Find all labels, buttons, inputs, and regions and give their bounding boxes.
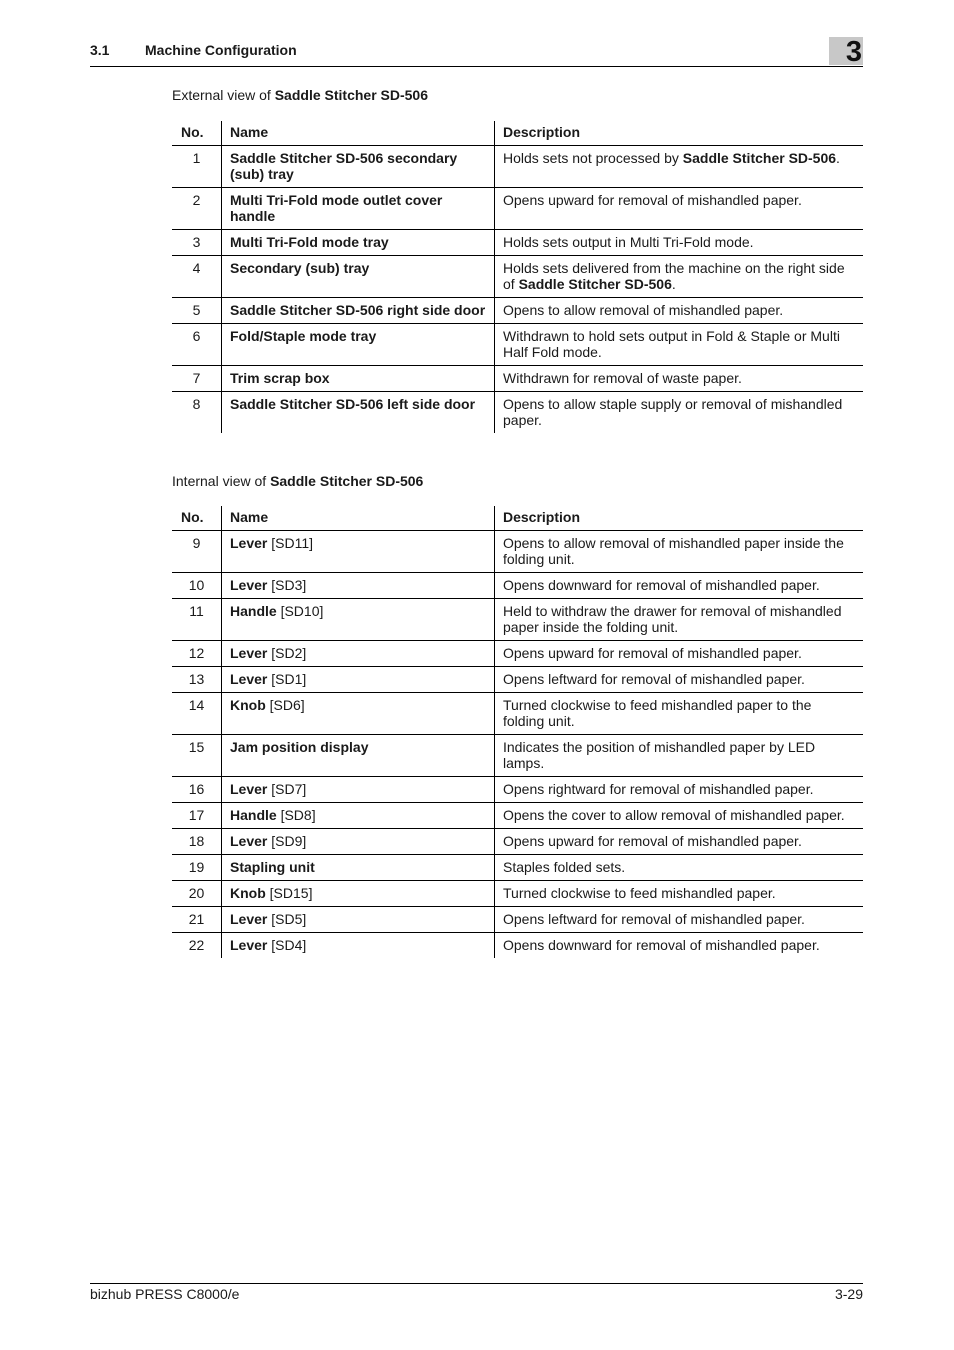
description-segment: Opens upward for removal of mishandled paper. — [503, 645, 802, 661]
column-header-name: Name — [222, 121, 495, 146]
part-code: [SD15] — [265, 885, 313, 901]
description-segment: Opens downward for removal of mishandled paper. — [503, 937, 820, 953]
section-number: 3.1 — [90, 42, 110, 58]
part-name-bold: Lever — [230, 535, 268, 551]
table-row — [172, 392, 863, 434]
part-name-bold: Fold/Staple mode tray — [230, 328, 377, 344]
column-header-no: No. — [172, 121, 222, 146]
part-name — [222, 230, 495, 256]
description-segment: Withdrawn to hold sets output in Fold & Staple or Multi Half Fold mode. — [503, 328, 840, 360]
external-view-caption — [172, 87, 428, 103]
description-segment: Withdrawn for removal of waste paper. — [503, 370, 742, 386]
row-number: 18 — [172, 829, 222, 855]
part-name — [222, 881, 495, 907]
part-name — [222, 829, 495, 855]
part-name — [222, 146, 495, 188]
part-description — [495, 803, 864, 829]
row-number: 22 — [188, 937, 205, 953]
part-code: [SD9] — [267, 833, 307, 849]
row-number: 10 — [172, 573, 222, 599]
part-code: [SD2] — [267, 645, 307, 661]
table-row — [172, 298, 863, 324]
column-header-description: Description — [495, 506, 864, 531]
table-row — [172, 829, 863, 855]
part-description — [495, 366, 864, 392]
row-number: 3 — [172, 230, 222, 256]
table-row — [172, 324, 863, 366]
part-name — [222, 933, 495, 959]
description-segment: Indicates the position of mishandled paper by LED lamps. — [503, 739, 816, 771]
part-name-bold: Saddle Stitcher SD-506 right side door — [230, 302, 486, 318]
description-segment: Opens leftward for removal of mishandled paper. — [503, 671, 805, 687]
row-number: 11 — [172, 599, 222, 641]
part-code: [SD3] — [267, 577, 307, 593]
part-description — [495, 599, 864, 641]
part-code: [SD8] — [276, 807, 316, 823]
part-name-bold: Multi Tri-Fold mode outlet cover handle — [230, 192, 443, 224]
part-description — [495, 230, 864, 256]
table-row — [172, 531, 863, 573]
part-name — [222, 324, 495, 366]
page-number: 3-29 — [834, 1286, 863, 1302]
row-number: 12 — [172, 641, 222, 667]
page-header — [90, 40, 863, 67]
description-segment: Held to withdraw the drawer for removal of mishandled paper inside the folding unit. — [503, 603, 842, 635]
table-row — [172, 230, 863, 256]
row-number: 14 — [172, 693, 222, 735]
table-row — [172, 641, 863, 667]
column-header-no: No. — [172, 506, 222, 531]
table-row — [172, 146, 863, 188]
part-name — [222, 188, 495, 230]
part-name-bold: Lever — [230, 911, 268, 927]
part-description — [495, 881, 864, 907]
chapter-badge — [829, 36, 863, 68]
caption-prefix: External view of — [172, 87, 275, 103]
part-description — [495, 907, 864, 933]
row-number: 21 — [172, 907, 222, 933]
description-segment: Opens the cover to allow removal of mishandled paper. — [503, 807, 845, 823]
part-description — [495, 735, 864, 777]
table-row — [172, 777, 863, 803]
part-description — [495, 641, 864, 667]
table-row — [172, 366, 863, 392]
description-segment: Turned clockwise to feed mishandled paper to the folding unit. — [503, 697, 812, 729]
description-segment: Opens leftward for removal of mishandled paper. — [503, 911, 805, 927]
part-name — [222, 366, 495, 392]
column-header-name: Name — [222, 506, 495, 531]
part-name-bold: Handle — [230, 807, 277, 823]
description-segment: . — [836, 150, 840, 166]
part-name-bold: Jam position display — [230, 739, 369, 755]
part-description — [495, 188, 864, 230]
description-segment: Turned clockwise to feed mishandled paper. — [503, 885, 776, 901]
part-description — [495, 324, 864, 366]
part-code: [SD5] — [267, 911, 307, 927]
part-description — [495, 777, 864, 803]
part-name — [222, 298, 495, 324]
part-name-bold: Lever — [230, 645, 268, 661]
table-row — [172, 803, 863, 829]
part-name — [222, 256, 495, 298]
description-segment: Opens upward for removal of mishandled paper. — [503, 192, 802, 208]
page-footer — [90, 1283, 863, 1302]
description-segment: Opens rightward for removal of mishandled paper. — [503, 781, 814, 797]
table-row — [172, 855, 863, 881]
row-number: 2 — [172, 188, 222, 230]
part-name — [222, 855, 495, 881]
column-header-description: Description — [495, 121, 864, 146]
table-row — [172, 735, 863, 777]
table-row — [172, 599, 863, 641]
caption-prefix: Internal view of — [172, 473, 271, 489]
description-segment: Saddle Stitcher SD-506 — [518, 276, 672, 292]
part-name — [222, 599, 495, 641]
part-description — [495, 146, 864, 188]
part-name-bold: Knob — [230, 697, 266, 713]
part-name — [222, 641, 495, 667]
row-number: 9 — [172, 531, 222, 573]
row-number: 13 — [172, 667, 222, 693]
part-code: [SD6] — [265, 697, 305, 713]
part-description — [495, 855, 864, 881]
description-segment: Opens to allow removal of mishandled paper inside the folding unit. — [503, 535, 844, 567]
row-number: 6 — [172, 324, 222, 366]
part-code: [SD1] — [267, 671, 307, 687]
part-description — [495, 298, 864, 324]
part-code: [SD4] — [267, 937, 307, 953]
table-header-row — [172, 506, 863, 531]
part-code: [SD10] — [276, 603, 324, 619]
internal-view-caption — [172, 473, 423, 489]
description-segment: Staples folded sets. — [503, 859, 626, 875]
table-row — [172, 693, 863, 735]
part-description — [495, 573, 864, 599]
caption-product: Saddle Stitcher SD-506 — [270, 473, 424, 489]
part-name-bold: Lever — [230, 577, 268, 593]
description-segment: Holds sets output in Multi Tri-Fold mode. — [503, 234, 754, 250]
row-number: 19 — [172, 855, 222, 881]
part-description — [495, 256, 864, 298]
part-name-bold: Lever — [230, 671, 268, 687]
section-title: Machine Configuration — [145, 42, 297, 58]
description-segment: Opens to allow staple supply or removal of mishandled paper. — [503, 396, 843, 428]
part-name — [222, 803, 495, 829]
part-description — [495, 531, 864, 573]
part-name — [222, 907, 495, 933]
part-name-bold: Lever — [230, 833, 268, 849]
description-segment: Holds sets delivered from the machine on the right side of — [503, 260, 845, 292]
row-number: 8 — [192, 396, 201, 412]
description-segment: . — [671, 276, 676, 292]
part-name — [222, 777, 495, 803]
part-name-bold: Trim scrap box — [230, 370, 330, 386]
table-row — [172, 667, 863, 693]
part-name-bold: Multi Tri-Fold mode tray — [230, 234, 389, 250]
part-description — [495, 933, 864, 959]
part-code: [SD7] — [267, 781, 307, 797]
part-description — [495, 693, 864, 735]
part-name-bold: Handle — [230, 603, 277, 619]
row-number: 17 — [172, 803, 222, 829]
table-row — [172, 188, 863, 230]
part-name — [222, 392, 495, 434]
table-row — [172, 933, 863, 959]
row-number: 1 — [172, 146, 222, 188]
description-segment: Opens downward for removal of mishandled paper. — [503, 577, 820, 593]
part-name — [222, 735, 495, 777]
part-name-bold: Lever — [230, 937, 268, 953]
row-number: 16 — [172, 777, 222, 803]
part-description — [495, 829, 864, 855]
product-name: bizhub PRESS C8000/e — [90, 1286, 240, 1302]
part-name-bold: Saddle Stitcher SD-506 secondary (sub) tray — [230, 150, 458, 182]
description-segment: Opens upward for removal of mishandled paper. — [503, 833, 802, 849]
part-name — [222, 531, 495, 573]
part-code: [SD11] — [267, 535, 314, 551]
part-name-bold: Stapling unit — [230, 859, 315, 875]
table-row — [172, 256, 863, 298]
row-number: 4 — [172, 256, 222, 298]
row-number: 5 — [172, 298, 222, 324]
row-number: 7 — [172, 366, 222, 392]
caption-product: Saddle Stitcher SD-506 — [274, 87, 428, 103]
part-name — [222, 573, 495, 599]
chapter-number: 3 — [845, 36, 862, 68]
part-name-bold: Lever — [230, 781, 268, 797]
table-row — [172, 573, 863, 599]
part-name-bold: Knob — [230, 885, 266, 901]
row-number: 20 — [172, 881, 222, 907]
description-segment: Holds sets not processed by — [503, 150, 683, 166]
internal-parts-table — [172, 506, 863, 958]
table-row — [172, 881, 863, 907]
part-name-bold: Saddle Stitcher SD-506 left side door — [230, 396, 476, 412]
table-row — [172, 907, 863, 933]
row-number: 15 — [172, 735, 222, 777]
table-header-row — [172, 121, 863, 146]
part-description — [495, 392, 864, 434]
part-name — [222, 667, 495, 693]
part-description — [495, 667, 864, 693]
part-name — [222, 693, 495, 735]
description-segment: Opens to allow removal of mishandled paper. — [503, 302, 784, 318]
description-segment: Saddle Stitcher SD-506 — [682, 150, 837, 166]
part-name-bold: Secondary (sub) tray — [230, 260, 370, 276]
external-parts-table — [172, 121, 863, 433]
